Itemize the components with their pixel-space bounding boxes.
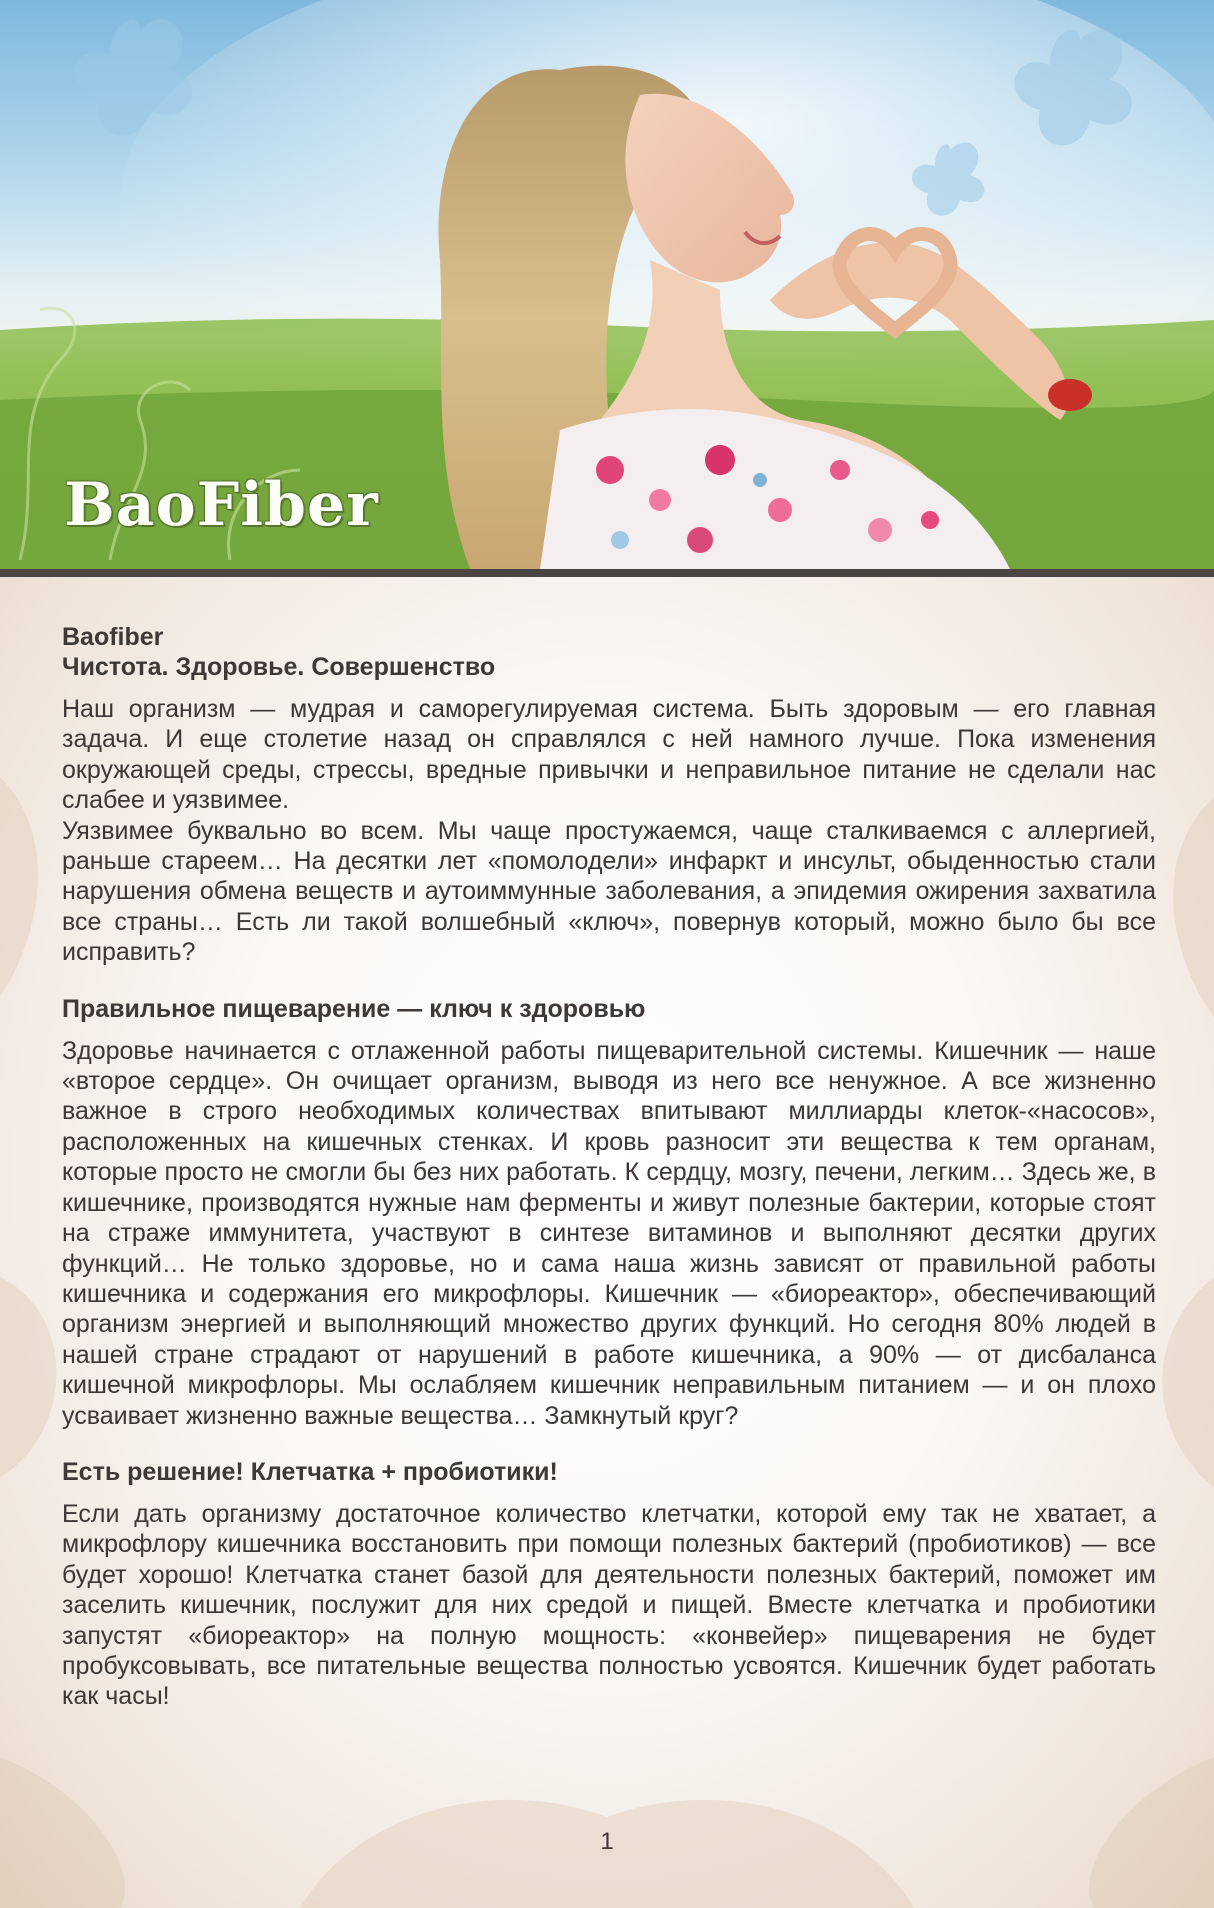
- intro-paragraph-2: Уязвимее буквально во всем. Мы чаще простужаемся, чаще сталкиваемся с аллергией, раньше стареем… На десятки лет «помолодели» инфаркт и инсульт, обыденностью стали нарушения обмена веществ и аутоиммунные заболевания, а эпидемия ожирения захватила все страны… Есть ли такой волшебный «ключ», повернув который, можно было бы все исправить?: [62, 816, 1156, 967]
- digestion-paragraph: Здоровье начинается с отлаженной работы пищеварительной системы. Кишечник — наше «второе сердце». Он очищает организм, выводя из него все ненужное. А все жизненно важное в строго необходимых количествах впитывают миллиарды клеток-«насосов», расположенных на кишечных стенках. И кровь разносит эти вещества к тем органам, которые просто не смогли бы без них работать. К сердцу, мозгу, печени, легким… Здесь же, в кишечнике, производятся нужные нам ферменты и живут полезные бактерии, которые стоят на страже иммунитета, участвуют в синтезе витаминов и выполняют десятки других функций… Не только здоровье, но и сама наша жизнь зависят от правильной работы кишечника и содержания его микрофлоры. Кишечник — «биореактор», обеспечивающий организм энергией и выполняющий множество других функций. Но сегодня 80% людей в нашей стране страдают от нарушений в работе кишечника, а 90% — от дисбаланса кишечной микрофлоры. Мы ослабляем кишечник неправильным питанием — и он плохо усваивает жизненно важные вещества… Замкнутый круг?: [62, 1036, 1156, 1430]
- section-heading-solution: Есть решение! Клетчатка + пробиотики!: [62, 1457, 558, 1486]
- hero-banner: [0, 0, 1214, 569]
- baofiber-logo: BaoFiber: [64, 470, 379, 540]
- brand-name: Baofiber: [62, 623, 164, 651]
- banner-divider: [0, 569, 1214, 577]
- section-heading-digestion: Правильное пищеварение — ключ к здоровью: [62, 994, 646, 1023]
- solution-paragraph: Если дать организму достаточное количество клетчатки, которой ему так не хватает, а микрофлору кишечника восстановить при помощи полезных бактерий (пробиотиков) — все будет хорошо! Клетчатка станет базой для деятельности полезных бактерий, поможет им заселить кишечник, послужит для них средой и пищей. Вместе клетчатка и пробиотики запустят «биореактор» на полную мощность: «конвейер» пищеварения не будет пробуксовывать, все питательные вещества полностью усвоятся. Кишечник будет работать как часы!: [62, 1499, 1156, 1711]
- brand-slogan: Чистота. Здоровье. Совершенство: [62, 653, 496, 681]
- article-content: [62, 622, 1156, 1712]
- page-number: 1: [600, 1828, 614, 1855]
- intro-paragraph-1: Наш организм — мудрая и саморегулируемая система. Быть здоровым — его главная задача. И еще столетие назад он справлялся с ней намного лучше. Пока изменения окружающей среды, стрессы, вредные привычки и неправильное питание не сделали нас слабее и уязвимее.: [62, 695, 1156, 815]
